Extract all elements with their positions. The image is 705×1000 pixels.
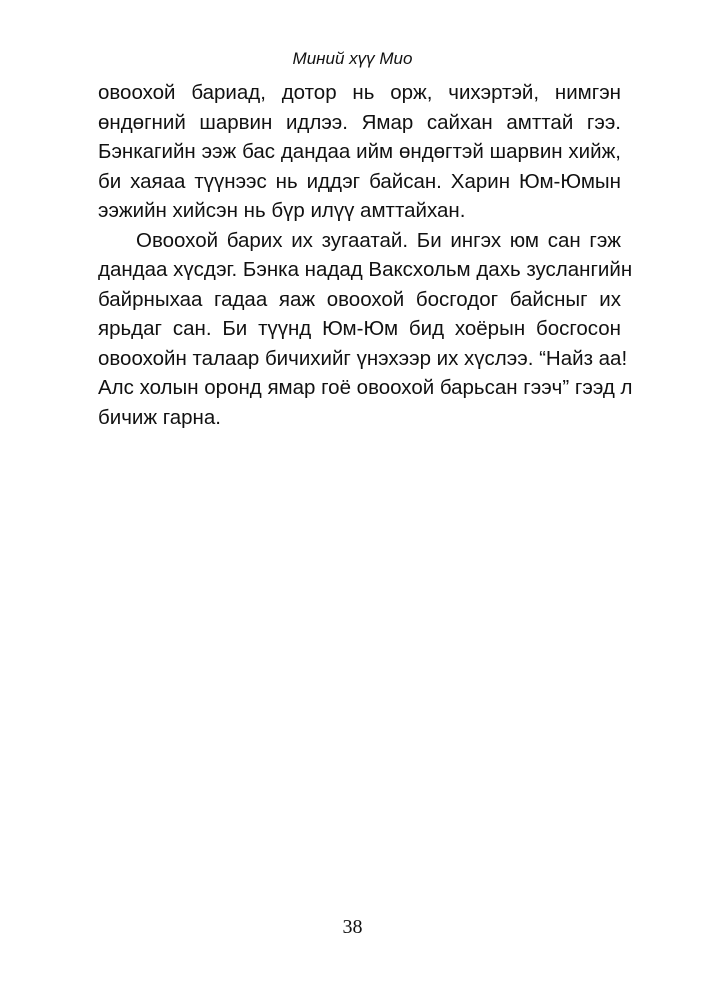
text-line: Алс холын оронд ямар гоё овоохой барьсан гээч” гээд л bbox=[98, 376, 633, 399]
text-line: би хаяаа түүнээс нь иддэг байсан. Харин Юм-Юмын bbox=[98, 169, 621, 193]
text-line: Овоохой барих их зугаатай. Би ингэх юм сан гэж bbox=[136, 228, 621, 252]
text-line: дандаа хүсдэг. Бэнка надад Ваксхольм дахь зуслангийн bbox=[98, 258, 633, 281]
text-line: ээжийн хийсэн нь бүр илүү амттайхан. bbox=[98, 199, 466, 222]
text-line: байрныхаа гадаа яаж овоохой босгодог байсныг их bbox=[98, 287, 621, 311]
text-line: ярьдаг сан. Би түүнд Юм-Юм бид хоёрын босгосон bbox=[98, 317, 621, 340]
body-text bbox=[98, 78, 633, 432]
paragraph-2 bbox=[98, 226, 633, 433]
running-header: Миний хүү Мио bbox=[292, 49, 413, 68]
text-line: Бэнкагийн ээж бас дандаа ийм өндөгтэй шарвин хийж, bbox=[98, 140, 621, 163]
text-line: овоохойн талаар бичихийг үнэхээр их хүслээ. “Найз аа! bbox=[98, 346, 628, 370]
text-line: бичиж гарна. bbox=[98, 405, 221, 429]
page-number: 38 bbox=[342, 916, 363, 938]
text-line: овоохой бариад, дотор нь орж, чихэртэй, нимгэн bbox=[98, 81, 621, 104]
text-line: өндөгний шарвин идлээ. Ямар сайхан амттай гээ. bbox=[98, 110, 621, 134]
paragraph-1 bbox=[98, 78, 621, 226]
